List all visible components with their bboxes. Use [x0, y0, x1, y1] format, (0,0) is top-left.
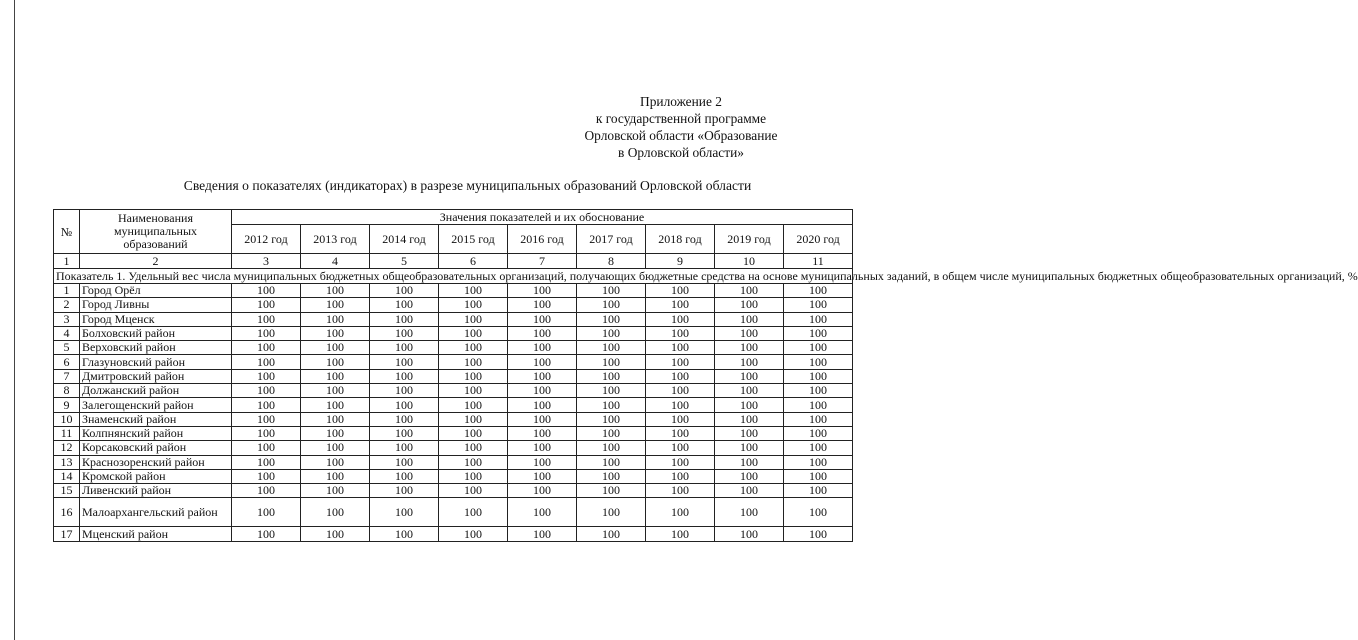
- indicator-value: 100: [439, 527, 508, 541]
- indicator-value: 100: [646, 284, 715, 298]
- indicator-value: 100: [232, 312, 301, 326]
- indicator-value: 100: [301, 341, 370, 355]
- municipality-name: Корсаковский район: [80, 441, 232, 455]
- municipality-name: Глазуновский район: [80, 355, 232, 369]
- indicator-value: 100: [715, 426, 784, 440]
- table-row: [54, 369, 853, 383]
- indicator-value: 100: [370, 484, 439, 498]
- indicator-value: 100: [232, 341, 301, 355]
- row-number: 9: [54, 398, 80, 412]
- indicator-value: 100: [370, 455, 439, 469]
- table-row: [54, 326, 853, 340]
- appendix-line-2: к государственной программе: [595, 111, 767, 126]
- indicator-value: 100: [577, 426, 646, 440]
- indicator-value: 100: [232, 398, 301, 412]
- row-number: 4: [54, 326, 80, 340]
- indicator-value: 100: [232, 355, 301, 369]
- indicator-value: 100: [439, 312, 508, 326]
- indicator-row: [54, 269, 853, 284]
- indicator-value: 100: [508, 527, 577, 541]
- municipality-name: Город Орёл: [80, 284, 232, 298]
- indicator-value: 100: [370, 441, 439, 455]
- indicator-value: 100: [232, 469, 301, 483]
- indicator-value: 100: [439, 398, 508, 412]
- indicator-value: 100: [301, 498, 370, 527]
- appendix-line-3: Орловской области «Образование: [584, 128, 778, 143]
- indicator-value: 100: [232, 284, 301, 298]
- indicator-value: 100: [301, 284, 370, 298]
- column-index-cell: 3: [232, 254, 301, 269]
- appendix-line-4: в Орловской области»: [618, 145, 744, 160]
- indicator-value: 100: [370, 298, 439, 312]
- indicator-value: 100: [508, 469, 577, 483]
- indicator-value: 100: [646, 527, 715, 541]
- column-index-cell: 9: [646, 254, 715, 269]
- indicator-value: 100: [646, 298, 715, 312]
- indicator-value: 100: [232, 412, 301, 426]
- indicator-value: 100: [508, 326, 577, 340]
- indicator-value: 100: [439, 455, 508, 469]
- indicator-value: 100: [577, 498, 646, 527]
- indicator-value: 100: [301, 326, 370, 340]
- row-number: 2: [54, 298, 80, 312]
- indicator-value: 100: [715, 298, 784, 312]
- indicator-value: 100: [577, 284, 646, 298]
- municipality-name: Краснозоренский район: [80, 455, 232, 469]
- column-index-cell: 10: [715, 254, 784, 269]
- municipality-name: Малоархангельский район: [80, 498, 232, 527]
- indicator-value: 100: [439, 341, 508, 355]
- municipality-name: Должанский район: [80, 384, 232, 398]
- indicator-value: 100: [715, 455, 784, 469]
- indicator-value: 100: [646, 355, 715, 369]
- indicator-value: 100: [439, 298, 508, 312]
- year-header: 2014 год: [370, 225, 439, 254]
- page-left-edge: [14, 0, 15, 640]
- indicator-value: 100: [784, 441, 853, 455]
- indicator-value: 100: [439, 412, 508, 426]
- indicator-value: 100: [301, 398, 370, 412]
- column-index-cell: 4: [301, 254, 370, 269]
- indicator-value: 100: [577, 441, 646, 455]
- indicator-value: 100: [646, 312, 715, 326]
- indicator-value: 100: [439, 284, 508, 298]
- indicator-value: 100: [646, 484, 715, 498]
- indicator-value: 100: [301, 412, 370, 426]
- indicator-value: 100: [508, 426, 577, 440]
- indicator-value: 100: [232, 384, 301, 398]
- table-row: [54, 441, 853, 455]
- indicator-value: 100: [715, 412, 784, 426]
- indicator-value: 100: [370, 326, 439, 340]
- indicator-value: 100: [232, 426, 301, 440]
- municipality-name: Ливенский район: [80, 484, 232, 498]
- municipality-name: Город Ливны: [80, 298, 232, 312]
- municipality-name: Болховский район: [80, 326, 232, 340]
- column-header-number: №: [54, 210, 80, 254]
- indicator-value: 100: [301, 298, 370, 312]
- year-header: 2017 год: [577, 225, 646, 254]
- table-row: [54, 498, 853, 527]
- indicator-value: 100: [301, 469, 370, 483]
- indicator-value: 100: [301, 484, 370, 498]
- indicator-value: 100: [784, 284, 853, 298]
- row-number: 8: [54, 384, 80, 398]
- indicator-value: 100: [508, 298, 577, 312]
- indicator-value: 100: [715, 384, 784, 398]
- indicator-value: 100: [577, 355, 646, 369]
- indicator-value: 100: [646, 326, 715, 340]
- column-header-values: Значения показателей и их обоснование: [232, 210, 853, 225]
- year-header: 2016 год: [508, 225, 577, 254]
- indicator-value: 100: [508, 355, 577, 369]
- indicator-text: Показатель 1. Удельный вес числа муниципальных бюджетных общеобразовательных организаций, получающих бюджетные средства на основе муниципальных заданий, в общем числе муниципальных бюджетных общеобразовательных организаций, %: [54, 269, 853, 284]
- indicator-value: 100: [577, 326, 646, 340]
- indicator-value: 100: [370, 398, 439, 412]
- indicator-value: 100: [646, 426, 715, 440]
- indicator-value: 100: [784, 455, 853, 469]
- row-number: 3: [54, 312, 80, 326]
- appendix-line-1: Приложение 2: [640, 94, 722, 109]
- row-number: 15: [54, 484, 80, 498]
- indicator-value: 100: [715, 469, 784, 483]
- indicator-value: 100: [646, 341, 715, 355]
- municipality-name: Знаменский район: [80, 412, 232, 426]
- row-number: 17: [54, 527, 80, 541]
- indicator-value: 100: [715, 441, 784, 455]
- table-row: [54, 527, 853, 541]
- indicator-value: 100: [784, 312, 853, 326]
- indicator-value: 100: [232, 455, 301, 469]
- indicator-value: 100: [715, 341, 784, 355]
- row-number: 11: [54, 426, 80, 440]
- indicator-value: 100: [370, 284, 439, 298]
- row-number: 6: [54, 355, 80, 369]
- indicator-value: 100: [646, 398, 715, 412]
- indicator-value: 100: [508, 412, 577, 426]
- municipality-name: Дмитровский район: [80, 369, 232, 383]
- indicator-value: 100: [784, 298, 853, 312]
- row-number: 12: [54, 441, 80, 455]
- year-header: 2015 год: [439, 225, 508, 254]
- table-row: [54, 426, 853, 440]
- indicator-value: 100: [232, 298, 301, 312]
- indicator-value: 100: [370, 469, 439, 483]
- indicator-value: 100: [577, 412, 646, 426]
- table-row: [54, 284, 853, 298]
- indicator-value: 100: [370, 426, 439, 440]
- indicator-value: 100: [715, 355, 784, 369]
- indicator-value: 100: [784, 355, 853, 369]
- indicator-value: 100: [232, 484, 301, 498]
- municipality-name: Колпнянский район: [80, 426, 232, 440]
- row-number: 16: [54, 498, 80, 527]
- indicator-value: 100: [232, 498, 301, 527]
- indicator-value: 100: [646, 455, 715, 469]
- table-row: [54, 355, 853, 369]
- indicator-value: 100: [232, 326, 301, 340]
- indicator-value: 100: [439, 326, 508, 340]
- column-index-cell: 6: [439, 254, 508, 269]
- row-number: 14: [54, 469, 80, 483]
- table-row: [54, 312, 853, 326]
- indicator-value: 100: [301, 312, 370, 326]
- year-header: 2018 год: [646, 225, 715, 254]
- indicator-value: 100: [370, 369, 439, 383]
- municipality-name: Верховский район: [80, 341, 232, 355]
- appendix-header: [551, 93, 811, 161]
- table-row: [54, 484, 853, 498]
- column-index-row: [54, 254, 853, 269]
- column-index-cell: 5: [370, 254, 439, 269]
- indicators-table: [53, 209, 1358, 542]
- indicator-value: 100: [577, 527, 646, 541]
- municipality-name: Город Мценск: [80, 312, 232, 326]
- indicator-value: 100: [508, 341, 577, 355]
- indicator-value: 100: [370, 341, 439, 355]
- year-header: 2013 год: [301, 225, 370, 254]
- indicator-value: 100: [577, 484, 646, 498]
- indicator-value: 100: [439, 384, 508, 398]
- year-header: 2019 год: [715, 225, 784, 254]
- municipality-name: Залегощенский район: [80, 398, 232, 412]
- indicator-value: 100: [577, 469, 646, 483]
- indicator-value: 100: [577, 298, 646, 312]
- indicator-value: 100: [232, 527, 301, 541]
- indicator-value: 100: [784, 398, 853, 412]
- indicator-value: 100: [577, 455, 646, 469]
- indicator-value: 100: [439, 441, 508, 455]
- indicator-value: 100: [508, 369, 577, 383]
- indicator-value: 100: [439, 355, 508, 369]
- indicator-value: 100: [784, 484, 853, 498]
- indicator-value: 100: [784, 498, 853, 527]
- indicator-value: 100: [715, 326, 784, 340]
- indicator-value: 100: [577, 369, 646, 383]
- indicator-value: 100: [715, 369, 784, 383]
- year-header: 2012 год: [232, 225, 301, 254]
- indicator-value: 100: [370, 498, 439, 527]
- indicator-value: 100: [439, 369, 508, 383]
- indicator-value: 100: [370, 384, 439, 398]
- column-index-cell: 2: [80, 254, 232, 269]
- indicator-value: 100: [646, 369, 715, 383]
- indicator-value: 100: [508, 398, 577, 412]
- indicator-value: 100: [508, 498, 577, 527]
- indicator-value: 100: [715, 284, 784, 298]
- indicator-value: 100: [439, 498, 508, 527]
- indicator-value: 100: [715, 498, 784, 527]
- column-index-cell: 1: [54, 254, 80, 269]
- indicator-value: 100: [784, 326, 853, 340]
- indicator-value: 100: [439, 469, 508, 483]
- indicator-value: 100: [715, 527, 784, 541]
- indicator-value: 100: [508, 484, 577, 498]
- indicator-value: 100: [301, 527, 370, 541]
- indicator-value: 100: [370, 312, 439, 326]
- row-number: 7: [54, 369, 80, 383]
- indicator-value: 100: [232, 369, 301, 383]
- table-row: [54, 341, 853, 355]
- indicator-value: 100: [508, 284, 577, 298]
- indicator-value: 100: [508, 384, 577, 398]
- indicator-value: 100: [301, 355, 370, 369]
- indicator-value: 100: [784, 527, 853, 541]
- table-row: [54, 455, 853, 469]
- indicator-value: 100: [577, 384, 646, 398]
- year-header: 2020 год: [784, 225, 853, 254]
- row-number: 10: [54, 412, 80, 426]
- indicator-value: 100: [508, 312, 577, 326]
- indicator-value: 100: [784, 341, 853, 355]
- indicator-value: 100: [301, 384, 370, 398]
- column-index-cell: 7: [508, 254, 577, 269]
- column-index-cell: 11: [784, 254, 853, 269]
- table-row: [54, 298, 853, 312]
- row-number: 1: [54, 284, 80, 298]
- indicator-value: 100: [439, 426, 508, 440]
- table-row: [54, 469, 853, 483]
- column-header-name: Наименования муниципальных образований: [80, 210, 232, 254]
- row-number: 5: [54, 341, 80, 355]
- indicator-value: 100: [646, 469, 715, 483]
- indicator-value: 100: [646, 412, 715, 426]
- indicator-value: 100: [301, 426, 370, 440]
- indicator-value: 100: [715, 312, 784, 326]
- document-title: Сведения о показателях (индикаторах) в разрезе муниципальных образований Орловской области: [183, 178, 752, 193]
- indicator-value: 100: [370, 412, 439, 426]
- indicator-value: 100: [508, 441, 577, 455]
- indicator-value: 100: [715, 398, 784, 412]
- row-number: 13: [54, 455, 80, 469]
- indicator-value: 100: [301, 455, 370, 469]
- indicator-value: 100: [577, 398, 646, 412]
- indicator-value: 100: [715, 484, 784, 498]
- indicator-value: 100: [646, 498, 715, 527]
- indicator-value: 100: [439, 484, 508, 498]
- indicator-value: 100: [784, 412, 853, 426]
- indicator-value: 100: [508, 455, 577, 469]
- indicator-value: 100: [232, 441, 301, 455]
- indicator-value: 100: [301, 369, 370, 383]
- indicator-value: 100: [784, 469, 853, 483]
- indicator-value: 100: [784, 369, 853, 383]
- column-index-cell: 8: [577, 254, 646, 269]
- indicator-value: 100: [646, 384, 715, 398]
- indicator-value: 100: [370, 527, 439, 541]
- table-row: [54, 412, 853, 426]
- indicator-value: 100: [646, 441, 715, 455]
- indicator-value: 100: [301, 441, 370, 455]
- indicator-value: 100: [784, 384, 853, 398]
- indicator-value: 100: [577, 341, 646, 355]
- table-row: [54, 398, 853, 412]
- indicator-value: 100: [577, 312, 646, 326]
- indicator-value: 100: [784, 426, 853, 440]
- indicator-value: 100: [370, 355, 439, 369]
- municipality-name: Мценский район: [80, 527, 232, 541]
- municipality-name: Кромской район: [80, 469, 232, 483]
- table-row: [54, 384, 853, 398]
